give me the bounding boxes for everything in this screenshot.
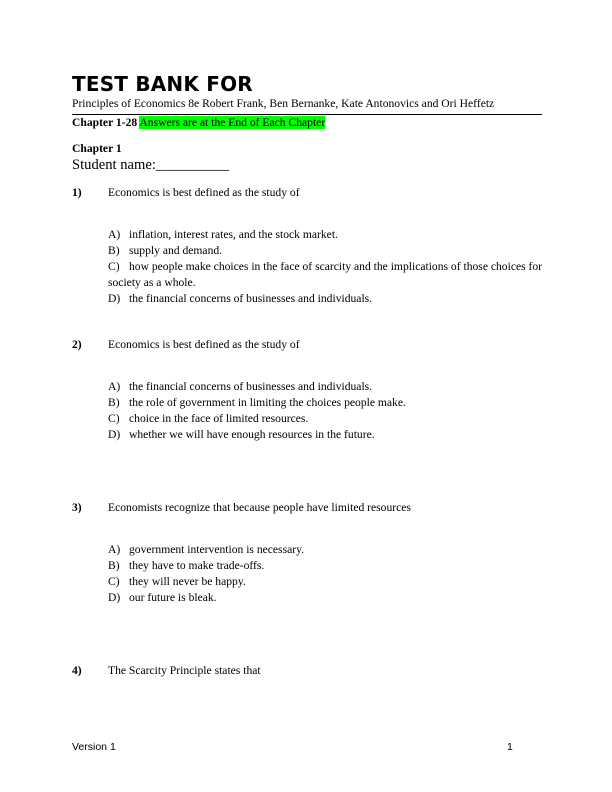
- answers-note-highlight: Answers are at the End of Each Chapter: [139, 116, 326, 129]
- student-name-field: Student name:__________: [72, 157, 229, 173]
- answer-option: A) inflation, interest rates, and the stock market.: [108, 228, 338, 241]
- chapter-heading: Chapter 1: [72, 142, 122, 155]
- page-number: 1: [507, 741, 513, 753]
- answer-option: B) they have to make trade-offs.: [108, 559, 265, 572]
- question-stem: The Scarcity Principle states that: [108, 664, 261, 677]
- question-stem: Economists recognize that because people have limited resources: [108, 501, 411, 514]
- question-stem: Economics is best defined as the study of: [108, 338, 300, 351]
- question-number: 3): [72, 501, 82, 514]
- header-rule: [72, 114, 542, 115]
- question-number: 2): [72, 338, 82, 351]
- answer-option: D) whether we will have enough resources in the future.: [108, 428, 375, 441]
- answer-option: C) how people make choices in the face of scarcity and the implications of those choices for society as a whole.: [108, 260, 543, 289]
- answer-option: D) the financial concerns of businesses and individuals.: [108, 292, 373, 305]
- chapter-range: Chapter 1-28: [72, 116, 138, 129]
- book-subtitle: Principles of Economics 8e Robert Frank, Ben Bernanke, Kate Antonovics and Ori Heffetz: [72, 97, 495, 110]
- answer-option: D) our future is bleak.: [108, 591, 217, 604]
- document-title: TEST BANK FOR: [72, 72, 253, 96]
- question-number: 1): [72, 186, 82, 199]
- answer-option: C) choice in the face of limited resources.: [108, 412, 309, 425]
- answer-options: [108, 542, 548, 606]
- answer-options: [108, 227, 548, 307]
- answer-option: B) supply and demand.: [108, 244, 223, 257]
- chapter-range-line: [72, 116, 325, 130]
- answer-options: [108, 379, 548, 443]
- footer-version: Version 1: [72, 741, 116, 753]
- answer-option: B) the role of government in limiting the choices people make.: [108, 396, 406, 409]
- question-number: 4): [72, 664, 82, 677]
- answer-option: A) the financial concerns of businesses and individuals.: [108, 380, 373, 393]
- answer-option: A) government intervention is necessary.: [108, 543, 305, 556]
- question-stem: Economics is best defined as the study of: [108, 186, 300, 199]
- answer-option: C) they will never be happy.: [108, 575, 246, 588]
